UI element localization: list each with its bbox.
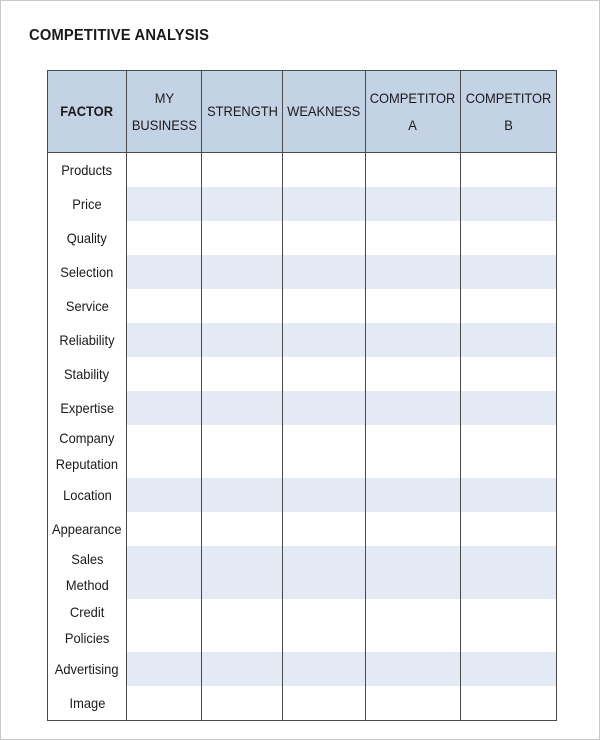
weakness-cell[interactable] <box>283 686 366 721</box>
competitor-a-cell[interactable] <box>366 512 461 546</box>
header-competitor-a: COMPETITOR A <box>366 71 461 153</box>
my-business-cell[interactable] <box>127 686 202 721</box>
competitor-a-cell[interactable] <box>366 153 461 188</box>
my-business-cell[interactable] <box>127 425 202 478</box>
strength-cell[interactable] <box>202 357 283 391</box>
competitor-b-cell[interactable] <box>461 391 557 425</box>
competitor-b-cell[interactable] <box>461 323 557 357</box>
strength-cell[interactable] <box>202 323 283 357</box>
competitor-b-cell[interactable] <box>461 255 557 289</box>
competitor-a-cell[interactable] <box>366 357 461 391</box>
competitor-a-cell[interactable] <box>366 686 461 721</box>
competitor-b-cell[interactable] <box>461 221 557 255</box>
factor-cell: Appearance <box>48 512 127 546</box>
weakness-cell[interactable] <box>283 599 366 652</box>
competitor-b-cell[interactable] <box>461 652 557 686</box>
header-my-business: MY BUSINESS <box>127 71 202 153</box>
strength-cell[interactable] <box>202 478 283 512</box>
competitor-a-cell[interactable] <box>366 323 461 357</box>
table-row <box>48 357 557 391</box>
weakness-cell[interactable] <box>283 357 366 391</box>
factor-cell: Company Reputation <box>48 425 127 478</box>
factor-cell: Service <box>48 289 127 323</box>
competitor-a-cell[interactable] <box>366 221 461 255</box>
my-business-cell[interactable] <box>127 478 202 512</box>
table-row <box>48 323 557 357</box>
competitor-b-cell[interactable] <box>461 187 557 221</box>
factor-cell: Selection <box>48 255 127 289</box>
competitor-a-cell[interactable] <box>366 652 461 686</box>
factor-cell: Price <box>48 187 127 221</box>
factor-cell: Image <box>48 686 127 721</box>
my-business-cell[interactable] <box>127 289 202 323</box>
weakness-cell[interactable] <box>283 289 366 323</box>
table-row <box>48 391 557 425</box>
competitor-a-cell[interactable] <box>366 546 461 599</box>
table-row <box>48 512 557 546</box>
competitor-a-cell[interactable] <box>366 187 461 221</box>
my-business-cell[interactable] <box>127 599 202 652</box>
strength-cell[interactable] <box>202 425 283 478</box>
table-row <box>48 652 557 686</box>
strength-cell[interactable] <box>202 187 283 221</box>
strength-cell[interactable] <box>202 686 283 721</box>
my-business-cell[interactable] <box>127 391 202 425</box>
weakness-cell[interactable] <box>283 187 366 221</box>
factor-cell: Advertising <box>48 652 127 686</box>
table-row <box>48 221 557 255</box>
table-row <box>48 187 557 221</box>
weakness-cell[interactable] <box>283 221 366 255</box>
competitor-b-cell[interactable] <box>461 512 557 546</box>
strength-cell[interactable] <box>202 255 283 289</box>
my-business-cell[interactable] <box>127 357 202 391</box>
competitive-analysis-table <box>47 70 557 721</box>
weakness-cell[interactable] <box>283 425 366 478</box>
competitor-a-cell[interactable] <box>366 255 461 289</box>
header-strength: STRENGTH <box>202 71 283 153</box>
factor-cell: Credit Policies <box>48 599 127 652</box>
competitor-a-cell[interactable] <box>366 391 461 425</box>
strength-cell[interactable] <box>202 599 283 652</box>
factor-cell: Products <box>48 153 127 188</box>
table-row <box>48 686 557 721</box>
competitor-a-cell[interactable] <box>366 599 461 652</box>
my-business-cell[interactable] <box>127 153 202 188</box>
my-business-cell[interactable] <box>127 512 202 546</box>
table-row <box>48 289 557 323</box>
weakness-cell[interactable] <box>283 153 366 188</box>
competitor-b-cell[interactable] <box>461 546 557 599</box>
table-row <box>48 599 557 652</box>
weakness-cell[interactable] <box>283 391 366 425</box>
strength-cell[interactable] <box>202 289 283 323</box>
competitor-b-cell[interactable] <box>461 599 557 652</box>
strength-cell[interactable] <box>202 546 283 599</box>
document-title: COMPETITIVE ANALYSIS <box>29 27 210 44</box>
competitor-a-cell[interactable] <box>366 289 461 323</box>
table-row <box>48 255 557 289</box>
header-factor: FACTOR <box>48 71 127 153</box>
competitor-b-cell[interactable] <box>461 289 557 323</box>
factor-cell: Location <box>48 478 127 512</box>
table-row <box>48 478 557 512</box>
my-business-cell[interactable] <box>127 255 202 289</box>
factor-cell: Sales Method <box>48 546 127 599</box>
my-business-cell[interactable] <box>127 323 202 357</box>
table-header-row <box>48 71 557 153</box>
competitor-b-cell[interactable] <box>461 357 557 391</box>
weakness-cell[interactable] <box>283 323 366 357</box>
table-row <box>48 425 557 478</box>
my-business-cell[interactable] <box>127 652 202 686</box>
competitor-a-cell[interactable] <box>366 425 461 478</box>
weakness-cell[interactable] <box>283 652 366 686</box>
competitor-b-cell[interactable] <box>461 153 557 188</box>
weakness-cell[interactable] <box>283 255 366 289</box>
header-weakness: WEAKNESS <box>283 71 366 153</box>
competitor-b-cell[interactable] <box>461 425 557 478</box>
competitor-b-cell[interactable] <box>461 686 557 721</box>
strength-cell[interactable] <box>202 391 283 425</box>
weakness-cell[interactable] <box>283 546 366 599</box>
my-business-cell[interactable] <box>127 221 202 255</box>
strength-cell[interactable] <box>202 652 283 686</box>
strength-cell[interactable] <box>202 512 283 546</box>
strength-cell[interactable] <box>202 153 283 188</box>
my-business-cell[interactable] <box>127 187 202 221</box>
competitor-b-cell[interactable] <box>461 478 557 512</box>
table-row <box>48 546 557 599</box>
factor-cell: Stability <box>48 357 127 391</box>
factor-cell: Quality <box>48 221 127 255</box>
strength-cell[interactable] <box>202 221 283 255</box>
factor-cell: Expertise <box>48 391 127 425</box>
table-row <box>48 153 557 188</box>
weakness-cell[interactable] <box>283 512 366 546</box>
my-business-cell[interactable] <box>127 546 202 599</box>
header-competitor-b: COMPETITOR B <box>461 71 557 153</box>
factor-cell: Reliability <box>48 323 127 357</box>
competitor-a-cell[interactable] <box>366 478 461 512</box>
weakness-cell[interactable] <box>283 478 366 512</box>
